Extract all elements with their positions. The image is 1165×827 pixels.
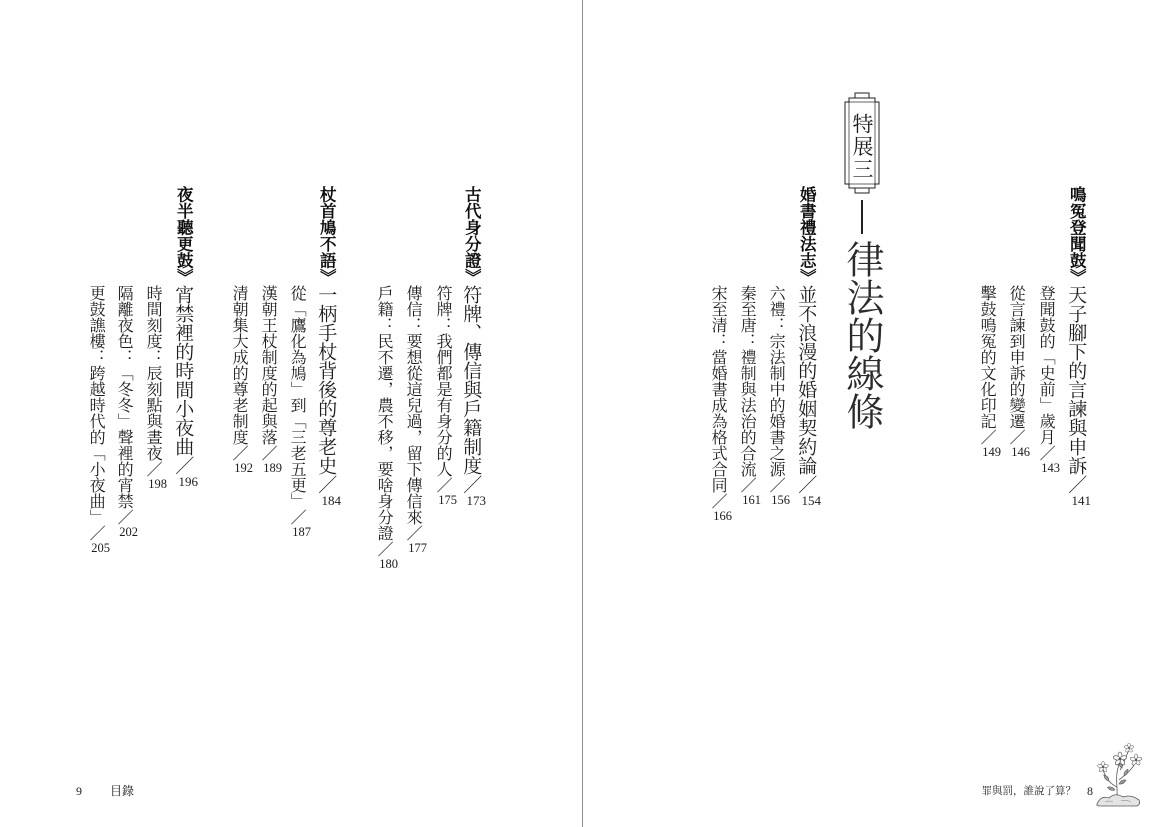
page-number: 143: [1041, 461, 1060, 475]
entry-title: 從言諫到申訴的變遷: [1007, 285, 1027, 429]
page-separator: ／: [259, 445, 279, 461]
page-separator: ／: [738, 477, 758, 493]
page-separator: ／: [978, 429, 998, 445]
entry-title: 擊鼓鳴冤的文化印記: [978, 285, 998, 429]
part-title: 律法的線條: [840, 240, 884, 430]
toc-entry: [1037, 285, 1060, 475]
page-number: 177: [408, 541, 427, 555]
entry-title: 符牌：我們都是有身分的人: [434, 285, 454, 477]
running-head: 罪與罰，誰說了算？: [981, 785, 1076, 797]
toc-entry: [738, 285, 761, 507]
section-title: 鳴冤登聞鼓》: [1067, 186, 1087, 285]
toc-entry: [434, 285, 457, 507]
toc-section-heading: [460, 186, 486, 508]
page-number: 154: [801, 493, 821, 508]
toc-entry: [709, 285, 732, 523]
page-separator: ／: [172, 456, 195, 475]
page-separator: ／: [87, 525, 107, 541]
page-separator: ／: [288, 509, 308, 525]
section-title: 夜半聽更鼓》: [174, 186, 194, 285]
page-separator: ／: [709, 493, 729, 509]
toc-entry: [288, 285, 311, 539]
running-head: 目錄: [110, 784, 135, 798]
entry-title: 隔離夜色：「冬冬」聲裡的宵禁: [115, 285, 135, 509]
toc-section-heading: [172, 186, 198, 489]
page-number: 146: [1011, 445, 1030, 459]
page-number: 156: [771, 493, 790, 507]
page-separator: ／: [144, 461, 164, 477]
page-separator: ／: [1065, 475, 1088, 494]
section-subtitle: 宵禁裡的時間小夜曲: [172, 285, 195, 456]
page-separator: ／: [460, 475, 483, 494]
toc-section-heading: [795, 186, 821, 508]
page-number: 161: [742, 493, 761, 507]
page-separator: ／: [404, 525, 424, 541]
entry-title: 時間刻度：辰刻點與晝夜: [144, 285, 164, 461]
page-number: 205: [91, 541, 110, 555]
page-number: 196: [178, 474, 198, 489]
toc-entry: [1007, 285, 1030, 459]
entry-title: 清朝集大成的尊老制度: [230, 285, 250, 445]
entry-title: 更鼓譙樓：跨越時代的「小夜曲」: [87, 285, 107, 525]
page-number: 173: [466, 493, 486, 508]
toc-entry: [767, 285, 790, 507]
toc-section-heading: [1065, 186, 1091, 508]
page-number: 166: [713, 509, 732, 523]
page-number: 184: [321, 493, 341, 508]
page-separator: ／: [795, 475, 818, 494]
section-subtitle: 並不浪漫的婚姻契約論: [795, 285, 818, 475]
page-separator: ／: [115, 509, 135, 525]
entry-title: 傳信：要想從這兒過，留下傳信來: [404, 285, 424, 525]
part-divider: [861, 200, 863, 234]
folio-page-number: 9: [76, 784, 82, 798]
toc-entry: [144, 285, 167, 491]
flower-sprig-icon: [1093, 740, 1147, 810]
toc-section-heading: [315, 186, 341, 508]
section-title: 古代身分證》: [462, 186, 482, 285]
toc-entry: [978, 285, 1001, 459]
page-number: 175: [438, 493, 457, 507]
section-title: 婚書禮法志》: [797, 186, 817, 285]
page-number: 189: [263, 461, 282, 475]
part-label: 特展三: [850, 113, 874, 181]
section-title: 杖首鳩不語》: [317, 186, 337, 285]
toc-entry: [230, 285, 253, 475]
entry-title: 登聞鼓的「史前」歲月: [1037, 285, 1057, 445]
toc-entry: [259, 285, 282, 475]
page-number: 202: [119, 525, 138, 539]
page-separator: ／: [767, 477, 787, 493]
entry-title: 漢朝王杖制度的起與落: [259, 285, 279, 445]
page-number: 192: [234, 461, 253, 475]
page-separator: ／: [230, 445, 250, 461]
entry-title: 六禮：宗法制中的婚書之源: [767, 285, 787, 477]
section-subtitle: 一柄手杖背後的尊老史: [315, 285, 338, 475]
page-separator: ／: [1007, 429, 1027, 445]
page-separator: ／: [315, 475, 338, 494]
toc-entry: [115, 285, 138, 539]
page-separator: ／: [434, 477, 454, 493]
entry-title: 戶籍：民不遷，農不移，要啥身分證: [375, 285, 395, 541]
page-number: 187: [292, 525, 311, 539]
toc-entry: [375, 285, 398, 571]
page-separator: ／: [1037, 445, 1057, 461]
entry-title: 從「鷹化為鳩」到「三老五更」: [288, 285, 308, 509]
page-number: 149: [982, 445, 1001, 459]
toc-entry: [87, 285, 110, 555]
page-number: 180: [379, 557, 398, 571]
left-page: [0, 0, 582, 827]
page-number: 141: [1071, 493, 1091, 508]
section-subtitle: 符牌、傳信與戶籍制度: [460, 285, 483, 475]
page-number: 198: [148, 477, 167, 491]
entry-title: 秦至唐：禮制與法治的合流: [738, 285, 758, 477]
right-page: [583, 0, 1165, 827]
page-separator: ／: [375, 541, 395, 557]
entry-title: 宋至清：當婚書成為格式合同: [709, 285, 729, 493]
section-subtitle: 天子腳下的言諫與申訴: [1065, 285, 1088, 475]
toc-entry: [404, 285, 427, 555]
folio-page-number: 8: [1087, 784, 1093, 798]
